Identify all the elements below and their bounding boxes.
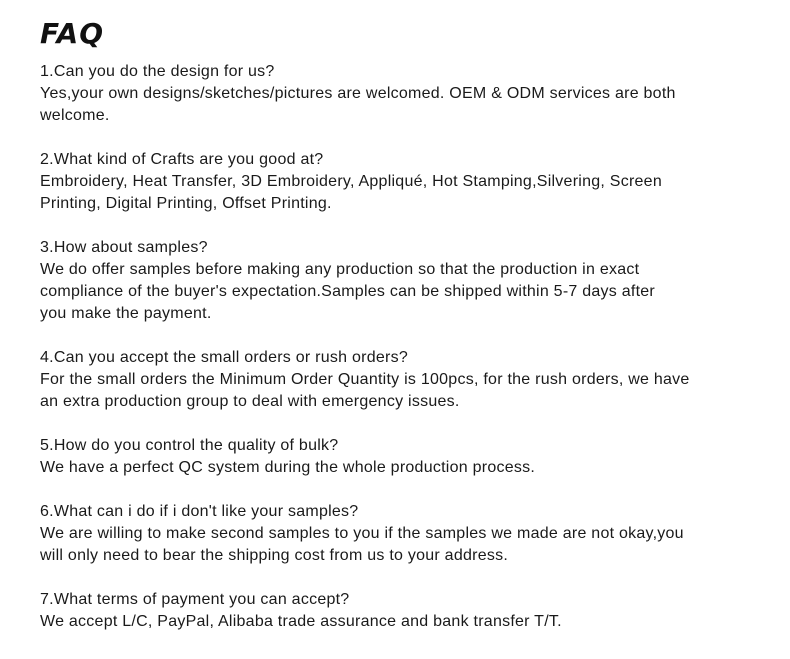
faq-answer-line: Embroidery, Heat Transfer, 3D Embroidery, Appliqué, Hot Stamping,Silvering, Screen bbox=[40, 173, 662, 190]
faq-answer-line: Printing, Digital Printing, Offset Printing. bbox=[40, 195, 332, 212]
faq-item bbox=[40, 149, 760, 215]
faq-question: 6.What can i do if i don't like your samples? bbox=[40, 503, 359, 520]
faq-question: 5.How do you control the quality of bulk? bbox=[40, 437, 339, 454]
faq-answer-line: you make the payment. bbox=[40, 305, 212, 322]
faq-item bbox=[40, 501, 760, 567]
faq-answer-line: For the small orders the Minimum Order Quantity is 100pcs, for the rush orders, we have bbox=[40, 371, 690, 388]
faq-answer-line: We have a perfect QC system during the whole production process. bbox=[40, 459, 536, 476]
faq-answer-line: will only need to bear the shipping cost from us to your address. bbox=[40, 547, 509, 564]
faq-question: 7.What terms of payment you can accept? bbox=[40, 591, 350, 608]
faq-item bbox=[40, 61, 760, 127]
faq-question: 3.How about samples? bbox=[40, 239, 208, 256]
faq-question: 2.What kind of Crafts are you good at? bbox=[40, 151, 324, 168]
faq-item bbox=[40, 237, 760, 325]
faq-answer-line: We accept L/C, PayPal, Alibaba trade assurance and bank transfer T/T. bbox=[40, 613, 562, 630]
faq-answer-line: We are willing to make second samples to you if the samples we made are not okay,you bbox=[40, 525, 684, 542]
page-title: FAQ bbox=[40, 17, 104, 50]
faq-list bbox=[40, 61, 760, 655]
faq-answer-line: Yes,your own designs/sketches/pictures are welcomed. OEM & ODM services are both bbox=[40, 85, 676, 102]
faq-question: 4.Can you accept the small orders or rush orders? bbox=[40, 349, 408, 366]
faq-item bbox=[40, 435, 760, 479]
faq-answer-line: welcome. bbox=[40, 107, 110, 124]
faq-item bbox=[40, 347, 760, 413]
faq-item bbox=[40, 589, 760, 633]
faq-answer-line: compliance of the buyer's expectation.Samples can be shipped within 5-7 days after bbox=[40, 283, 656, 300]
faq-question: 1.Can you do the design for us? bbox=[40, 63, 275, 80]
faq-answer-line: We do offer samples before making any production so that the production in exact bbox=[40, 261, 640, 278]
faq-answer-line: an extra production group to deal with emergency issues. bbox=[40, 393, 460, 410]
